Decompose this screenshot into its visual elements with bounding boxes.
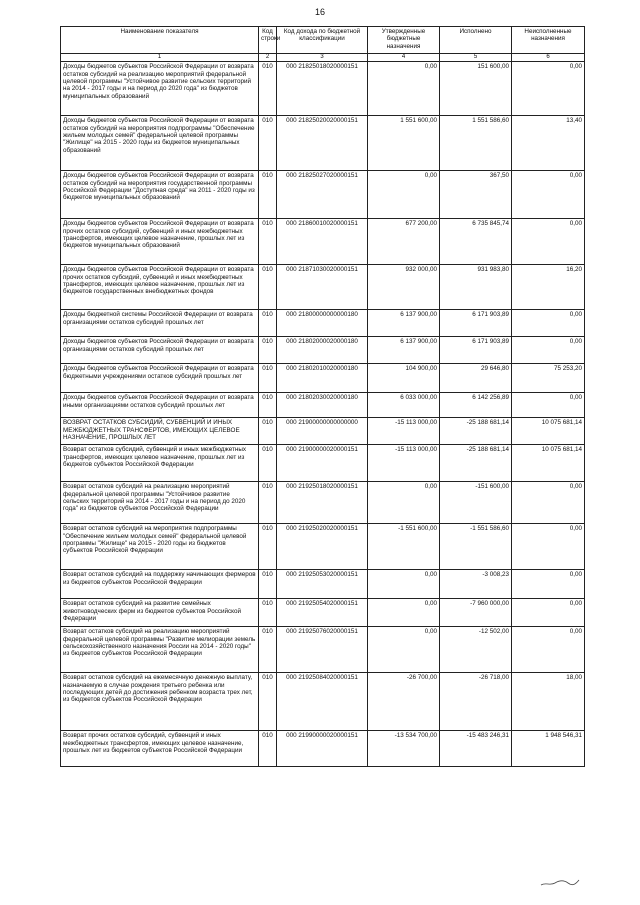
row-income-code: 000 21825027020000151 [277, 171, 368, 219]
table-row [61, 445, 585, 482]
row-executed: 6 171 903,89 [440, 310, 512, 337]
table-row [61, 116, 585, 171]
column-number: 4 [368, 54, 440, 62]
row-unexecuted: 10 075 681,14 [512, 445, 585, 482]
row-name: Доходы бюджетов субъектов Российской Федерации от возврата иными организациями остатков субсидий прошлых лет [61, 393, 259, 418]
row-executed: -15 483 246,31 [440, 731, 512, 767]
table-row [61, 627, 585, 673]
row-name: Возврат прочих остатков субсидий, субвенций и иных межбюджетных трансфертов, имеющих целевое назначение, прошлых лет из бюджетов субъектов Российской Федерации [61, 731, 259, 767]
row-unexecuted: 16,20 [512, 265, 585, 310]
row-unexecuted: 0,00 [512, 627, 585, 673]
table-row [61, 62, 585, 116]
table-row [61, 524, 585, 570]
row-income-code: 000 21871030020000151 [277, 265, 368, 310]
row-line-code: 010 [259, 337, 277, 364]
row-executed: -7 960 000,00 [440, 599, 512, 627]
row-unexecuted: 0,00 [512, 393, 585, 418]
column-number: 5 [440, 54, 512, 62]
row-line-code: 010 [259, 310, 277, 337]
header-approved: Утвержденные бюджетные назначения [368, 27, 440, 54]
row-unexecuted: 18,00 [512, 673, 585, 731]
table-row [61, 393, 585, 418]
row-name: Доходы бюджетов субъектов Российской Федерации от возврата прочих остатков субсидий, субвенций и иных межбюджетных трансфертов, имеющих целевое назначение, прошлых лет из бюджетов государственных внебюджетных фондов [61, 265, 259, 310]
row-approved: 677 200,00 [368, 219, 440, 265]
row-approved: 0,00 [368, 482, 440, 524]
row-executed: 29 646,80 [440, 364, 512, 393]
row-executed: 151 600,00 [440, 62, 512, 116]
row-income-code: 000 21925020020000151 [277, 524, 368, 570]
column-number: 1 [61, 54, 259, 62]
row-name: Возврат остатков субсидий на развитие семейных животноводческих ферм из бюджетов субъектов Российской Федерации [61, 599, 259, 627]
row-unexecuted: 0,00 [512, 310, 585, 337]
row-approved: -26 700,00 [368, 673, 440, 731]
column-number: 6 [512, 54, 585, 62]
row-unexecuted: 0,00 [512, 570, 585, 599]
row-income-code: 000 21925084020000151 [277, 673, 368, 731]
row-unexecuted: 75 253,20 [512, 364, 585, 393]
row-executed: -12 502,00 [440, 627, 512, 673]
table-row [61, 418, 585, 445]
row-approved: 104 900,00 [368, 364, 440, 393]
row-line-code: 010 [259, 418, 277, 445]
row-name: Доходы бюджетной системы Российской Федерации от возврата организациями остатков субсидий прошлых лет [61, 310, 259, 337]
row-line-code: 010 [259, 116, 277, 171]
row-unexecuted: 0,00 [512, 599, 585, 627]
row-income-code: 000 21990000020000151 [277, 731, 368, 767]
row-line-code: 010 [259, 570, 277, 599]
column-number-row [61, 54, 585, 62]
header-row [61, 27, 585, 54]
row-line-code: 010 [259, 364, 277, 393]
row-approved: 6 137 900,00 [368, 337, 440, 364]
row-executed: 1 551 586,60 [440, 116, 512, 171]
row-executed: -25 188 681,14 [440, 418, 512, 445]
row-unexecuted: 13,40 [512, 116, 585, 171]
column-number: 3 [277, 54, 368, 62]
row-executed: 931 983,80 [440, 265, 512, 310]
column-number: 2 [259, 54, 277, 62]
row-unexecuted: 0,00 [512, 171, 585, 219]
row-line-code: 010 [259, 219, 277, 265]
row-income-code: 000 21800000000000180 [277, 310, 368, 337]
row-executed: 6 142 256,89 [440, 393, 512, 418]
row-line-code: 010 [259, 393, 277, 418]
row-executed: -25 188 681,14 [440, 445, 512, 482]
row-income-code: 000 21925018020000151 [277, 482, 368, 524]
row-line-code: 010 [259, 731, 277, 767]
row-executed: 6 171 903,89 [440, 337, 512, 364]
row-line-code: 010 [259, 627, 277, 673]
row-executed: -1 551 586,60 [440, 524, 512, 570]
row-unexecuted: 0,00 [512, 62, 585, 116]
table-body [61, 62, 585, 767]
signature-mark [540, 876, 580, 888]
row-income-code: 000 21802010020000180 [277, 364, 368, 393]
row-name: Доходы бюджетов субъектов Российской Федерации от возврата бюджетными учреждениями остатков субсидий прошлых лет [61, 364, 259, 393]
row-approved: 6 033 000,00 [368, 393, 440, 418]
row-unexecuted: 10 075 681,14 [512, 418, 585, 445]
row-name: ВОЗВРАТ ОСТАТКОВ СУБСИДИЙ, СУБВЕНЦИЙ И ИНЫХ МЕЖБЮДЖЕТНЫХ ТРАНСФЕРТОВ, ИМЕЮЩИХ ЦЕЛЕВОЕ НАЗНАЧЕНИЕ, ПРОШЛЫХ ЛЕТ [61, 418, 259, 445]
row-executed: -151 600,00 [440, 482, 512, 524]
row-approved: -15 113 000,00 [368, 418, 440, 445]
table-row [61, 337, 585, 364]
budget-report-table [60, 26, 585, 767]
row-line-code: 010 [259, 599, 277, 627]
table-row [61, 310, 585, 337]
row-approved: 0,00 [368, 171, 440, 219]
row-name: Возврат остатков субсидий на реализацию мероприятий федеральной целевой программы "Развитие мелиорации земель сельскохозяйственного назначения России на 2014 - 2020 годы" из бюджетов субъектов Российской Федерации [61, 627, 259, 673]
row-name: Доходы бюджетов субъектов Российской Федерации от возврата прочих остатков субсидий, субвенций и иных межбюджетных трансфертов, имеющих целевое назначение, прошлых лет из бюджетов муниципальных образований [61, 219, 259, 265]
row-name: Возврат остатков субсидий, субвенций и иных межбюджетных трансфертов, имеющих целевое назначение, прошлых лет из бюджетов субъектов Российской Федерации [61, 445, 259, 482]
row-income-code: 000 21802000020000180 [277, 337, 368, 364]
row-income-code: 000 21825020020000151 [277, 116, 368, 171]
row-name: Возврат остатков субсидий на ежемесячную денежную выплату, назначаемую в случае рождения третьего ребенка или последующих детей до достижения ребенком возраста трех лет, из бюджетов субъектов Российской Федерации [61, 673, 259, 731]
row-income-code: 000 21900000000000000 [277, 418, 368, 445]
row-approved: -13 534 700,00 [368, 731, 440, 767]
header-name: Наименование показателя [61, 27, 259, 54]
row-line-code: 010 [259, 62, 277, 116]
row-approved: 0,00 [368, 570, 440, 599]
row-approved: -1 551 600,00 [368, 524, 440, 570]
table-row [61, 482, 585, 524]
row-income-code: 000 21860010020000151 [277, 219, 368, 265]
row-name: Доходы бюджетов субъектов Российской Федерации от возврата остатков субсидий на мероприятия государственной программы Российской Федерации "Доступная среда" на 2011 - 2020 годы из бюджетов муниципальных образований [61, 171, 259, 219]
row-name: Возврат остатков субсидий на мероприятия подпрограммы "Обеспечение жильем молодых семей" федеральной целевой программы "Жилище" на 2015 - 2020 годы из бюджетов субъектов Российской Федерации [61, 524, 259, 570]
row-name: Доходы бюджетов субъектов Российской Федерации от возврата организациями остатков субсидий прошлых лет [61, 337, 259, 364]
row-name: Возврат остатков субсидий на реализацию мероприятий федеральной целевой программы "Устойчивое развитие сельских территорий на 2014 - 2017 годы и на период до 2020 года" из бюджетов субъектов Российской Федерации [61, 482, 259, 524]
header-unexecuted: Неисполненные назначения [512, 27, 585, 54]
table-row [61, 364, 585, 393]
row-unexecuted: 0,00 [512, 524, 585, 570]
header-line-code: Код строки [259, 27, 277, 54]
row-unexecuted: 0,00 [512, 219, 585, 265]
row-unexecuted: 0,00 [512, 482, 585, 524]
row-approved: 0,00 [368, 62, 440, 116]
row-income-code: 000 21825018020000151 [277, 62, 368, 116]
table-row [61, 265, 585, 310]
table-row [61, 219, 585, 265]
row-unexecuted: 1 948 546,31 [512, 731, 585, 767]
row-approved: 932 000,00 [368, 265, 440, 310]
row-income-code: 000 21925076020000151 [277, 627, 368, 673]
row-line-code: 010 [259, 445, 277, 482]
row-name: Доходы бюджетов субъектов Российской Федерации от возврата остатков субсидий на реализацию мероприятий федеральной целевой программы "Устойчивое развитие сельских территорий на 2014 - 2017 годы и на период до 2020 года" из бюджетов муниципальных образований [61, 62, 259, 116]
row-line-code: 010 [259, 482, 277, 524]
row-approved: -15 113 000,00 [368, 445, 440, 482]
row-name: Доходы бюджетов субъектов Российской Федерации от возврата остатков субсидий на мероприятия подпрограммы "Обеспечение жильем молодых семей" федеральной целевой программы "Жилище" на 2015 - 2020 годы из бюджетов муниципальных образований [61, 116, 259, 171]
row-income-code: 000 21925054020000151 [277, 599, 368, 627]
row-approved: 0,00 [368, 627, 440, 673]
row-executed: -3 008,23 [440, 570, 512, 599]
row-line-code: 010 [259, 171, 277, 219]
row-income-code: 000 21925053020000151 [277, 570, 368, 599]
table-row [61, 570, 585, 599]
row-approved: 1 551 600,00 [368, 116, 440, 171]
table-row [61, 673, 585, 731]
row-executed: 6 735 845,74 [440, 219, 512, 265]
row-executed: 367,50 [440, 171, 512, 219]
row-income-code: 000 21802030020000180 [277, 393, 368, 418]
table-row [61, 171, 585, 219]
row-line-code: 010 [259, 524, 277, 570]
row-approved: 0,00 [368, 599, 440, 627]
row-approved: 6 137 900,00 [368, 310, 440, 337]
page-number: 16 [314, 7, 325, 17]
header-income-code: Код дохода по бюджетной классификации [277, 27, 368, 54]
table-row [61, 731, 585, 767]
row-line-code: 010 [259, 673, 277, 731]
row-unexecuted: 0,00 [512, 337, 585, 364]
header-executed: Исполнено [440, 27, 512, 54]
row-line-code: 010 [259, 265, 277, 310]
row-income-code: 000 21900000020000151 [277, 445, 368, 482]
row-executed: -26 718,00 [440, 673, 512, 731]
row-name: Возврат остатков субсидий на поддержку начинающих фермеров из бюджетов субъектов Российской Федерации [61, 570, 259, 599]
table-row [61, 599, 585, 627]
